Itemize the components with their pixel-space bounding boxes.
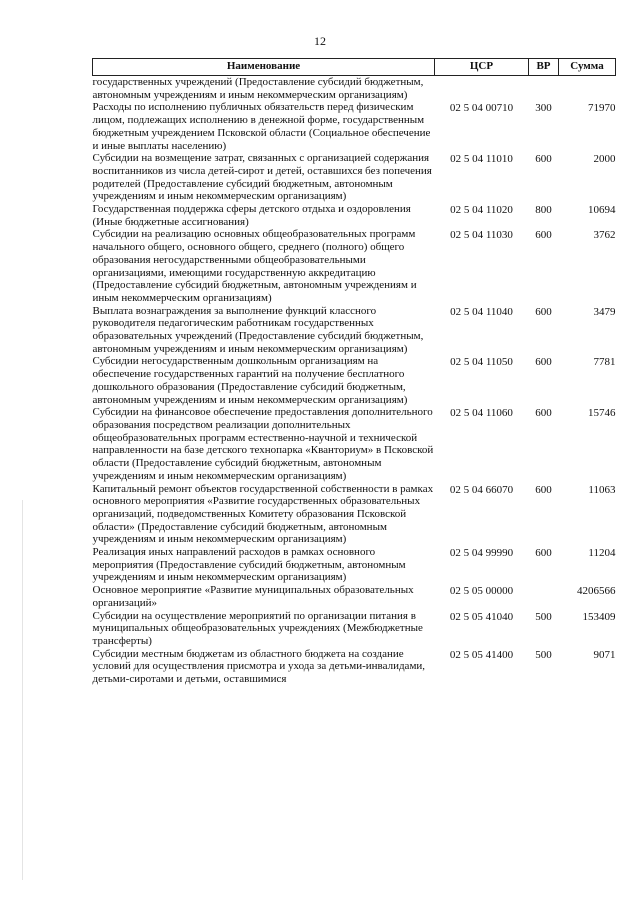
cell-vr: 600 xyxy=(535,407,552,420)
cell-sum: 3762 xyxy=(593,229,616,242)
cell-name: Реализация иных направлений расходов в рамках основного мероприятия (Предоставление субсидий бюджетным, автономным учреждениям и иным некоммерческим организациям) xyxy=(92,546,406,584)
cell-sum: 153409 xyxy=(582,610,616,623)
table-row xyxy=(93,406,616,482)
table-row xyxy=(93,228,616,304)
cell-sum xyxy=(559,76,616,102)
cell-name: Выплата вознаграждения за выполнение функций классного руководителя педагогическим работникам государственных образовательных учреждений (Предоставление субсидий бюджетным, автономным учреждениям и иным некоммерческим организациям) xyxy=(92,304,424,355)
cell-sum: 15746 xyxy=(588,407,616,420)
cell-csr: 02 5 04 11010 xyxy=(450,153,513,166)
cell-csr: 02 5 05 00000 xyxy=(449,585,514,598)
cell-csr: 02 5 04 11040 xyxy=(450,305,513,318)
header-sum: Сумма xyxy=(559,59,616,76)
table-row xyxy=(93,101,616,152)
cell-sum: 10694 xyxy=(588,204,616,217)
cell-name: Субсидии на финансовое обеспечение предоставления дополнительного образования посредством реализации дополнительных общеобразовательных программ естественно-научной и технической направленности на базе детского технопарка «Кванториум» в Псковской области (Предоставление субсидий бюджетным, автономным учреждениям и иным некоммерческим организациям) xyxy=(92,406,434,482)
cell-csr: 02 5 04 11060 xyxy=(450,407,513,420)
cell-csr: 02 5 04 11020 xyxy=(450,204,513,217)
table-header-row xyxy=(93,59,616,76)
table-row xyxy=(93,584,616,609)
cell-csr: 02 5 05 41040 xyxy=(449,610,514,623)
cell-name: Капитальный ремонт объектов государственной собственности в рамках основного мероприятия «Развитие государственных образовательных организаций, подведомственных Комитету образования Псковской области» (Предоставление субсидий бюджетным, автономным учреждениям и иным некоммерческим организациям) xyxy=(92,482,434,546)
cell-vr xyxy=(529,584,559,609)
cell-name: государственных учреждений (Предоставление субсидий бюджетным, автономным учреждениям и иным некоммерческим организациям) xyxy=(92,76,424,101)
cell-name: Основное мероприятие «Развитие муниципальных образовательных организаций» xyxy=(92,584,414,609)
table-row xyxy=(93,203,616,228)
cell-vr: 600 xyxy=(535,229,552,242)
cell-sum: 4206566 xyxy=(577,585,616,598)
cell-csr: 02 5 04 99990 xyxy=(449,547,514,560)
cell-sum: 2000 xyxy=(593,153,616,166)
cell-vr xyxy=(529,76,559,102)
table-row xyxy=(93,546,616,584)
cell-name: Расходы по исполнению публичных обязательств перед физическим лицом, подлежащих исполнению в денежной форме, государственным бюджетным учреждением Псковской области (Социальное обеспечение и иные выплаты населению) xyxy=(92,101,431,152)
table-row xyxy=(93,648,616,686)
cell-name: Субсидии негосударственным дошкольным организациям на обеспечение государственных гарантий на получение бесплатного дошкольного образования (Предоставление субсидий бюджетным, автономным учреждениям и иным некоммерческим организациям) xyxy=(92,355,408,406)
cell-sum: 11204 xyxy=(588,547,616,560)
table-row xyxy=(93,305,616,356)
cell-name: Субсидии на возмещение затрат, связанных с организацией содержания воспитанников из числа детей-сирот и детей, оставшихся без попечения родителей (Предоставление субсидий бюджетным, автономным учреждениям и иным некоммерческим организациям) xyxy=(92,152,432,203)
cell-vr: 500 xyxy=(535,648,552,661)
cell-vr: 600 xyxy=(535,153,552,166)
cell-csr: 02 5 04 66070 xyxy=(449,483,514,496)
header-csr: ЦСР xyxy=(435,59,529,76)
table-row xyxy=(93,355,616,406)
cell-csr: 02 5 04 00710 xyxy=(449,102,514,115)
cell-name: Государственная поддержка сферы детского отдыха и оздоровления (Иные бюджетные ассигнования) xyxy=(92,203,411,228)
cell-csr: 02 5 05 41400 xyxy=(449,648,514,661)
budget-table xyxy=(92,58,616,686)
cell-name: Субсидии на реализацию основных общеобразовательных программ начального общего, основного общего, среднего (полного) общего образования негосударственными общеобразовательными организациями, имеющими государственную аккредитацию (Предоставление субсидий бюджетным, автономным учреждениям и иным некоммерческим организациям) xyxy=(92,228,417,304)
cell-name: Субсидии на осуществление мероприятий по организации питания в муниципальных общеобразовательных учреждениях (Межбюджетные трансферты) xyxy=(92,609,423,647)
cell-sum: 9071 xyxy=(593,648,616,661)
cell-name: Субсидии местным бюджетам из областного бюджета на создание условий для осуществления присмотра и ухода за детьми-инвалидами, детьми-сиротами и детьми, оставшимися xyxy=(92,647,426,686)
scan-artifact xyxy=(22,500,23,880)
table-row xyxy=(93,76,616,102)
cell-vr: 600 xyxy=(535,547,552,560)
cell-vr: 600 xyxy=(535,356,552,369)
cell-sum: 3479 xyxy=(593,305,616,318)
cell-vr: 600 xyxy=(535,305,552,318)
cell-csr xyxy=(435,76,529,102)
cell-csr: 02 5 04 11030 xyxy=(450,229,513,242)
header-name: Наименование xyxy=(93,59,435,76)
cell-sum: 7781 xyxy=(593,356,616,369)
table-row xyxy=(93,610,616,648)
cell-vr: 500 xyxy=(535,610,552,623)
cell-csr: 02 5 04 11050 xyxy=(450,356,513,369)
cell-sum: 71970 xyxy=(588,102,616,115)
page-number: 12 xyxy=(314,34,326,48)
cell-vr: 800 xyxy=(535,204,552,217)
cell-vr: 300 xyxy=(535,102,552,115)
cell-sum: 11063 xyxy=(588,483,616,496)
table-row xyxy=(93,483,616,547)
header-vr: ВР xyxy=(529,59,559,76)
table-row xyxy=(93,152,616,203)
cell-vr: 600 xyxy=(535,483,552,496)
